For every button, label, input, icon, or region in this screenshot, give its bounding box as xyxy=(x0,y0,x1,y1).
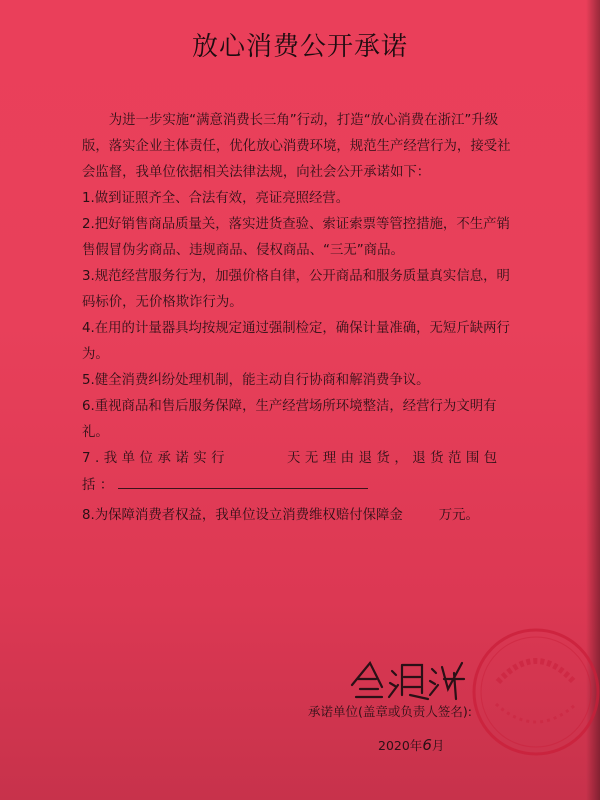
date-month: 6 xyxy=(422,736,432,754)
item-8-text-b: 万元。 xyxy=(438,508,479,523)
signature-label: 承诺单位(盖章或负责人签名): xyxy=(308,704,472,719)
commitment-item-3: 3.规范经营服务行为，加强价格自律，公开商品和服务质量真实信息，明码标价，无价格欺诈行为。 xyxy=(82,269,510,310)
commitment-item-1: 1.做到证照齐全、合法有效，亮证亮照经营。 xyxy=(82,191,350,206)
commitment-item-4: 4.在用的计量器具均按规定通过强制检定，确保计量准确，无短斤缺两行为。 xyxy=(82,321,510,362)
date-month-suffix: 月 xyxy=(431,738,445,753)
item-7-text-b: 天无理由退货，退货范围包括： xyxy=(82,451,502,493)
official-seal xyxy=(466,622,600,762)
commitment-item-5: 5.健全消费纠纷处理机制，能主动自行协商和解消费争议。 xyxy=(82,373,430,388)
commitment-item-2: 2.把好销售商品质量关，落实进货查验、索证索票等管控措施，不生产销售假冒伪劣商品、违规商品、侵权商品、“三无”商品。 xyxy=(82,217,510,258)
return-days-blank xyxy=(229,448,287,462)
return-scope-blank-line xyxy=(118,472,368,489)
guarantee-amount-blank xyxy=(403,505,439,519)
handwritten-signature xyxy=(348,655,468,705)
intro-paragraph: 为进一步实施“满意消费长三角”行动，打造“放心消费在浙江”升级版，落实企业主体责任，优化放心消费环境，规范生产经营行为，接受社会监督，我单位依据相关法律法规，向社会公开承诺如下： xyxy=(82,113,511,180)
item-8-text-a: 8.为保障消费者权益，我单位设立消费维权赔付保障金 xyxy=(82,508,403,523)
date-year: 2020年 xyxy=(378,738,423,753)
commitment-item-6: 6.重视商品和售后服务保障，生产经营场所环境整洁，经营行为文明有礼。 xyxy=(82,399,497,440)
commitment-item-8 xyxy=(82,503,522,529)
document-body xyxy=(82,108,522,529)
date xyxy=(378,736,444,754)
document-title: 放心消费公开承诺 xyxy=(191,32,408,62)
commitment-item-7 xyxy=(82,446,522,499)
item-7-text-a: 7.我单位承诺实行 xyxy=(82,451,230,466)
